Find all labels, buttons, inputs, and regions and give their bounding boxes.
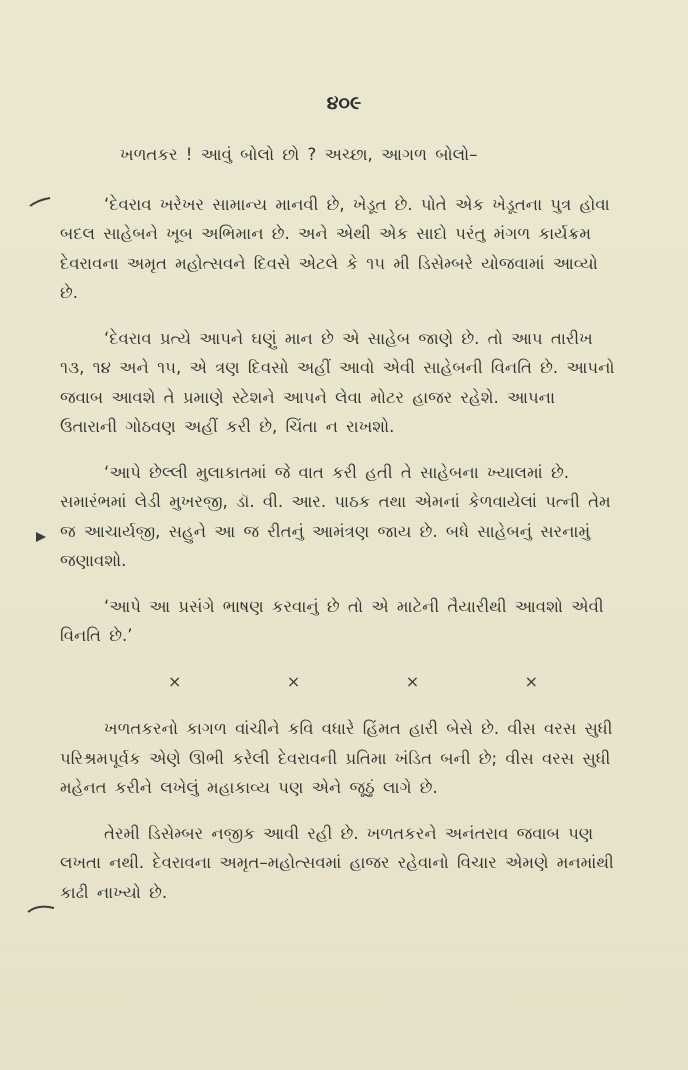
margin-pen-mark [28, 196, 54, 210]
paragraph-7: તેરમી ડિસેમ્બર નજીક આવી રહી છે. ખળતકરને અનંતરાવ જવાબ પણ લખતા નથી. દેવરાવના અમૃત–મહોત્સવમાં હાજર રહેવાનો વિચાર એમણે મનમાંથી કાઢી નાખ્યો છે. [60, 823, 614, 902]
paragraph-5: ‘આપે આ પ્રસંગે ભાષણ કરવાનું છે તો એ માટેની તૈયારીથી આવશો એવી વિનતિ છે.’ [60, 596, 604, 645]
page-number: ૪૦૯ [326, 92, 362, 114]
separator-mark: × [405, 671, 420, 691]
page-body [60, 140, 620, 923]
paragraph-6: ખળતકરનો કાગળ વાંચીને કવિ વધારે હિંમત હારી બેસે છે. વીસ વરસ સુધી પરિશ્રમપૂર્વક એણે ઊભી કરેલી દેવરાવની પ્રતિમા ખંડિત બની છે; વીસ વરસ સુધી મહેનત કરીને લખેલું મહાકાવ્ય પણ એને જૂઠું લાગે છે. [60, 719, 613, 797]
margin-arrow-mark [34, 530, 48, 544]
separator-mark: × [524, 671, 538, 691]
separator-mark: × [168, 671, 182, 691]
paragraph-1: ખળતકર ! આવું બોલો છો ? અચ્છા, આગળ બોલો– [120, 145, 478, 164]
paragraph-2: ‘દેવરાવ ખરેખર સામાન્ય માનવી છે, ખેડૂત છે. પોતે એક ખેડૂતના પુત્ર હોવા બદલ સાહેબને ખૂબ અભિમાન છે. અને એથી એક સાદો પરંતુ મંગળ કાર્યક્રમ દેવરાવના અમૃત મહોત્સવને દિવસે એટલે કે ૧૫ મી ડિસેમ્બરે યોજવામાં આવ્યો છે. [60, 194, 610, 302]
paragraph-4: ‘આપે છેલ્લી મુલાકાતમાં જે વાત કરી હતી તે સાહેબના ખ્યાલમાં છે. સમારંભમાં લેડી મુખરજી, ડૉ. વી. આર. પાઠક તથા એમનાં કેળવાયેલાં પત્ની તેમ જ આચાર્યજી, સહુને આ જ રીતનું આમંત્રણ જાય છે. બધે સાહેબનું સરનામું જણાવશો. [60, 462, 611, 570]
margin-pen-mark [26, 902, 56, 916]
section-separator [168, 667, 538, 697]
separator-mark: × [286, 671, 301, 691]
paragraph-3: ‘દેવરાવ પ્રત્યે આપને ઘણું માન છે એ સાહેબ જાણે છે. તો આપ તારીખ ૧૩, ૧૪ અને ૧૫, એ ત્રણ દિવસો અહીં આવો એવી સાહેબની વિનતિ છે. આપનો જવાબ આવશે તે પ્રમાણે સ્ટેશને આપને લેવા મોટર હાજર રહેશે. આપના ઉતારાની ગોઠવણ અહીં કરી છે, ચિંતા ન રાખશો. [60, 328, 615, 436]
